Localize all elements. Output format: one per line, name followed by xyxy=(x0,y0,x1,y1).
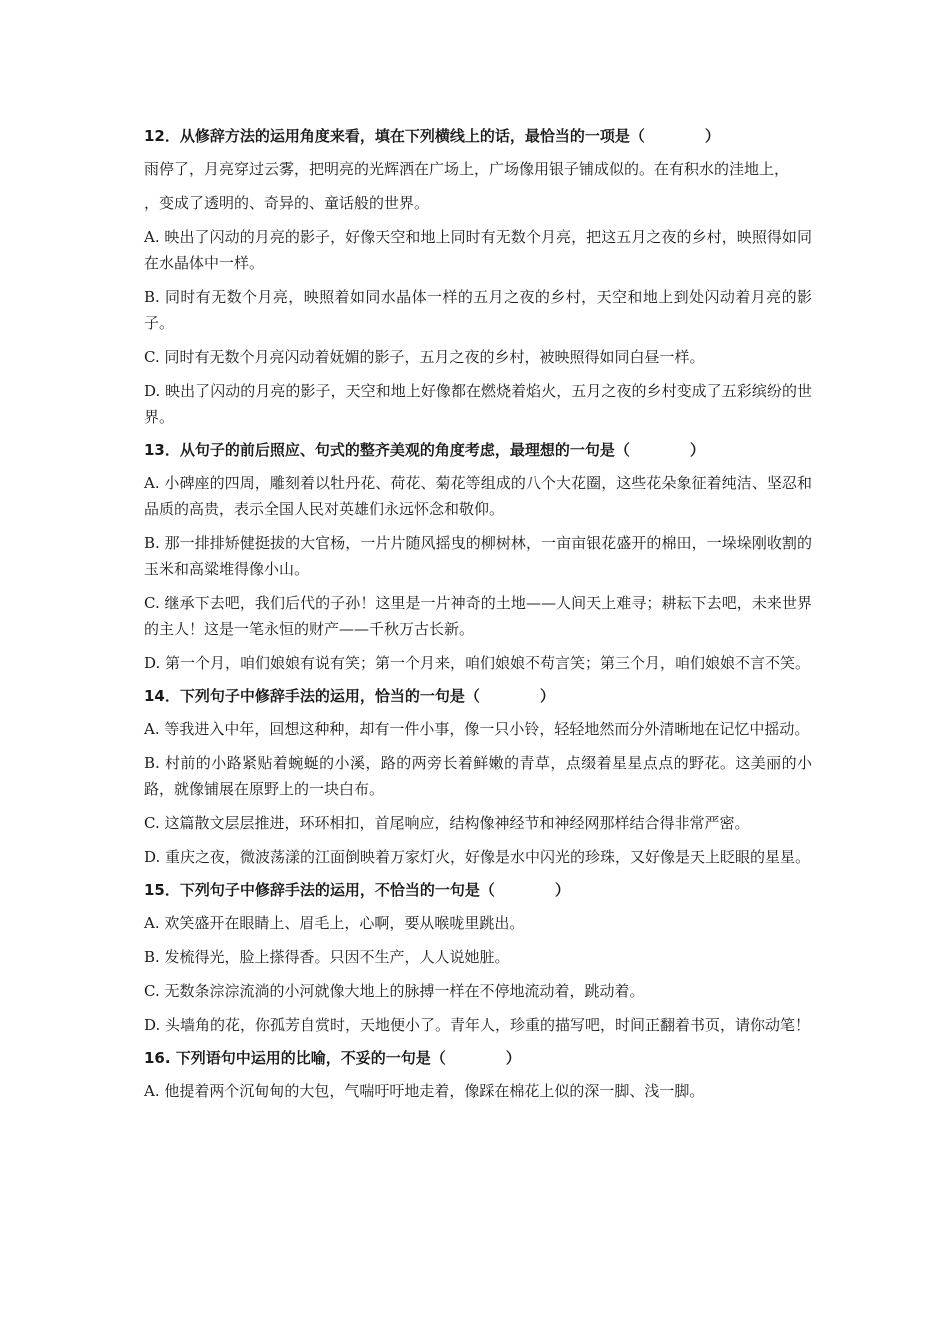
question-title: 13．从句子的前后照应、句式的整齐美观的角度考虑，最理想的一句是（ ） xyxy=(144,441,705,459)
option-d: D. 头墙角的花，你孤芳自赏时，天地便小了。青年人，珍重的描写吧，时间正翻着书页，请你动笔！ xyxy=(144,1016,811,1034)
option-d: D. 重庆之夜，微波荡漾的江面倒映着万家灯火，好像是水中闪光的珍珠，又好像是天上眨眼的星星。 xyxy=(144,848,811,866)
option-a: A. 欢笑盛开在眼睛上、眉毛上，心啊，要从喉咙里跳出。 xyxy=(144,914,525,932)
option-b: B. 发梳得光，脸上搽得香。只因不生产，人人说她脏。 xyxy=(144,948,510,966)
option-c: C. 无数条淙淙流淌的小河就像大地上的脉搏一样在不停地流动着，跳动着。 xyxy=(144,982,645,1000)
question-15 xyxy=(144,878,812,1038)
option-d: D. 映出了闪动的月亮的影子，天空和地上好像都在燃烧着焰火，五月之夜的乡村变成了五彩缤纷的世界。 xyxy=(144,382,812,426)
question-16 xyxy=(144,1046,812,1104)
option-c: C. 这篇散文层层推进，环环相扣，首尾响应，结构像神经节和神经网那样结合得非常严密。 xyxy=(144,814,750,832)
option-c: C. 同时有无数个月亮闪动着妩媚的影子，五月之夜的乡村，被映照得如同白昼一样。 xyxy=(144,348,705,366)
option-a: A. 映出了闪动的月亮的影子，好像天空和地上同时有无数个月亮，把这五月之夜的乡村，映照得如同在水晶体中一样。 xyxy=(144,228,812,272)
question-title: 14．下列句子中修辞手法的运用，恰当的一句是（ ） xyxy=(144,687,555,705)
option-a: A. 等我进入中年，回想这种种，却有一件小事，像一只小铃，轻轻地然而分外清晰地在记忆中摇动。 xyxy=(144,720,810,738)
question-stem: 雨停了，月亮穿过云雾，把明亮的光辉洒在广场上，广场像用银子铺成似的。在有积水的洼地上， xyxy=(144,160,790,178)
document-page xyxy=(144,124,812,1112)
question-title: 16. 下列语句中运用的比喻，不妥的一句是（ ） xyxy=(144,1049,521,1067)
option-b: B. 村前的小路紧贴着蜿蜒的小溪，路的两旁长着鲜嫩的青草，点缀着星星点点的野花。这美丽的小路，就像铺展在原野上的一块白布。 xyxy=(144,754,812,798)
question-14 xyxy=(144,684,812,870)
question-stem: ，变成了透明的、奇异的、童话般的世界。 xyxy=(144,194,430,212)
question-title: 12．从修辞方法的运用角度来看，填在下列横线上的话，最恰当的一项是（ ） xyxy=(144,127,720,145)
option-b: B. 那一排排矫健挺拔的大官杨，一片片随风摇曳的柳树林，一亩亩银花盛开的棉田，一垛垛刚收割的玉米和高粱堆得像小山。 xyxy=(144,534,812,578)
question-13 xyxy=(144,438,812,676)
option-a: A. 小碑座的四周，雕刻着以牡丹花、荷花、菊花等组成的八个大花圈，这些花朵象征着纯洁、坚忍和品质的高贵，表示全国人民对英雄们永远怀念和敬仰。 xyxy=(144,474,812,518)
question-12 xyxy=(144,124,812,430)
option-b: B. 同时有无数个月亮，映照着如同水晶体一样的五月之夜的乡村，天空和地上到处闪动着月亮的影子。 xyxy=(144,288,812,332)
question-title: 15．下列句子中修辞手法的运用，不恰当的一句是（ ） xyxy=(144,881,570,899)
option-c: C. 继承下去吧，我们后代的子孙！这里是一片神奇的土地——人间天上难寻；耕耘下去吧，未来世界的主人！这是一笔永恒的财产——千秋万古长新。 xyxy=(144,594,812,638)
option-d: D. 第一个月，咱们娘娘有说有笑；第一个月来，咱们娘娘不苟言笑；第三个月，咱们娘娘不言不笑。 xyxy=(144,654,811,672)
option-a: A. 他提着两个沉甸甸的大包，气喘吁吁地走着，像踩在棉花上似的深一脚、浅一脚。 xyxy=(144,1082,705,1100)
